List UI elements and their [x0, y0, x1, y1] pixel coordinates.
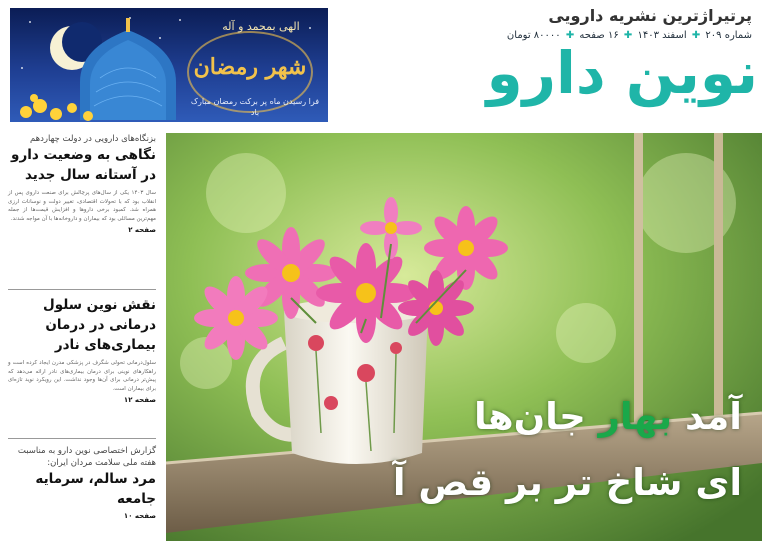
story-headline[interactable]: مرد سالم، سرمایه جامعه	[35, 471, 156, 507]
issue-number: شماره ۲۰۹	[705, 30, 752, 41]
caption-highlight: بهار	[598, 395, 673, 438]
story-page-ref: صفحه ۲	[128, 226, 156, 234]
story-headline[interactable]: نگاهی به وضعیت دارو در آستانه سال جدید	[11, 147, 156, 183]
plus-separator-icon: ✚	[623, 30, 633, 41]
story-page-ref: صفحه ۱۲	[123, 396, 156, 404]
issue-price: ۸۰۰۰۰ تومان	[506, 30, 561, 41]
plus-separator-icon: ✚	[691, 30, 701, 41]
caption-word: جان‌ها	[474, 395, 586, 438]
page-count: ۱۶ صفحه	[579, 30, 619, 41]
plus-separator-icon: ✚	[565, 30, 575, 41]
story-men-health[interactable]	[8, 445, 156, 520]
ramadan-banner	[10, 8, 328, 122]
banner-subtitle: فرا رسیدن ماه پر برکت رمضان مبارک باد	[190, 97, 320, 117]
news-column	[8, 133, 156, 541]
banner-title: شهر رمضان	[193, 54, 307, 80]
newspaper-logo: نوین دارو	[486, 39, 758, 107]
column-divider	[8, 438, 156, 439]
banner-verse: الهی بمحمد و آله	[222, 20, 300, 33]
story-drug-situation[interactable]	[8, 133, 156, 234]
caption-word: آمد	[685, 395, 742, 438]
masthead	[336, 4, 764, 124]
cover-caption-line1	[474, 395, 742, 438]
story-kicker: بزنگاه‌های دارویی در دولت چهاردهم	[29, 134, 156, 144]
story-headline[interactable]: نقش نوین سلول درمانی در درمان بیماری‌های نادر	[43, 297, 156, 353]
cover-photo	[166, 133, 762, 541]
story-body: سال ۱۴۰۳ یکی از سال‌های پرچالش برای صنعت داروی پس از انقلاب بود که با تحولات اقتصادی، تغییر دولت و نوسانات ارزی همراه شد. کمبود برخی داروها و افزایش قیمت‌ها از جمله مهم‌ترین مسائلی بود که بیماران و داروخانه‌ها با آن مواجه شدند.	[8, 190, 157, 222]
story-body: سلول‌درمانی تحولی شگرف در پزشکی مدرن ایجاد کرده است و راهکارهای نوینی برای درمان بیماری‌های نادر ارائه می‌دهد که پیش‌تر درمانی برای آن‌ها وجود نداشت. این رویکرد نوید تازه‌ای برای بیماران است.	[8, 360, 156, 392]
column-divider	[8, 289, 156, 290]
tagline: پرتیراژترین نشریه دارویی	[548, 6, 752, 25]
story-kicker: گزارش اختصاصی نوین دارو به مناسبت هفته ملی سلامت مردان ایران:	[17, 446, 156, 468]
story-cell-therapy[interactable]	[8, 295, 156, 404]
story-page-ref: صفحه ۱۰	[123, 512, 156, 520]
issue-date: اسفند ۱۴۰۳	[637, 30, 687, 41]
cover-caption-line2: ای شاخ تر بر قص آ	[392, 461, 742, 504]
